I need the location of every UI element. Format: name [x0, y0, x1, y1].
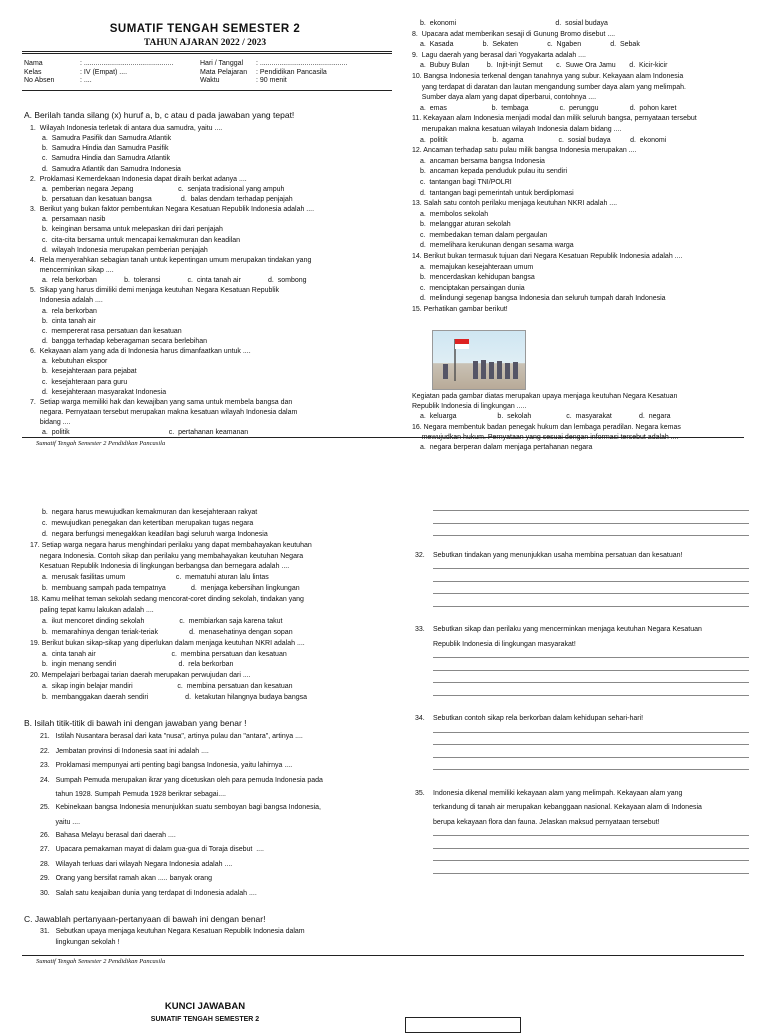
answer-option: d. wilayah Indonesia merupakan pemberian penjajah: [42, 246, 208, 254]
question-text: 3. Berikut yang bukan faktor pembentukan Negara Kesatuan Republik Indonesia adalah ....: [30, 206, 315, 214]
essay-number: 32.: [415, 551, 425, 559]
page2-footer: Sumatif Tengah Semester 2 Pendidikan Pancasila: [36, 958, 166, 965]
question-31: [40, 928, 400, 950]
answer-option: a. negara berperan dalam menjaga pertahanan negara: [420, 443, 593, 451]
question-text: [412, 434, 757, 444]
answer-option: d. negara berfungsi menegakkan keadilan bagi seluruh warga Indonesia: [42, 530, 268, 538]
question-text: bidang ....: [30, 419, 71, 427]
answer-option: a. Bubuy Bulan b. Injit-injit Semut c. Suwe Ora Jamu d. Kicir-kicir: [420, 62, 668, 70]
label-waktu: Waktu: [200, 77, 220, 85]
questions-32-35: [415, 510, 755, 840]
answer-line[interactable]: [433, 835, 749, 836]
question-text: 6. Kekayaan alam yang ada di Indonesia harus dimanfaatkan untuk ....: [30, 348, 251, 356]
question-text: 15. Perhatikan gambar berikut!: [412, 306, 508, 314]
answer-option: b. Samudra Hindia dan Samudra Pasifik: [42, 145, 169, 153]
question-text: Kegiatan pada gambar diatas merupakan upaya menjaga keutuhan Negara Kesatuan: [412, 393, 678, 400]
question-text: 17. Setiap warga negara harus menghindari perilaku yang dapat membahayakan keutuhan: [30, 541, 312, 549]
answer-option: b. cinta tanah air: [42, 317, 96, 325]
essay-question: Indonesia dikenal memiliki kekayaan alam yang melimpah. Kekayaan alam yang: [433, 789, 683, 797]
answer-line[interactable]: [433, 732, 749, 733]
question-text: 11. Kekayaan alam Indonesia menjadi modal dan milik seluruh bangsa, pernyataan tersebut: [412, 115, 697, 123]
question-text: 12. Ancaman terhadap satu pulau milik bangsa Indonesia merupakan ....: [412, 147, 637, 155]
answer-line[interactable]: [433, 848, 749, 849]
section-c-instruction: C. Jawablah pertanyaan-pertanyaan di bawah ini dengan benar!: [24, 914, 266, 924]
answer-option: d. bangga terhadap keberagaman secara berlebihan: [42, 337, 208, 345]
essay-question: 30. Salah satu keajaiban dunia yang terdapat di Indonesia adalah ....: [40, 889, 257, 897]
essay-question: 22. Jembatan provinsi di Indonesia saat ini adalah ....: [40, 747, 209, 755]
section-a-instruction: A. Berilah tanda silang (x) huruf a, b, c atau d pada jawaban yang tepat!: [24, 110, 295, 120]
question-text: 2. Proklamasi Kemerdekaan Indonesia dapat diraih berkat adanya ....: [30, 175, 247, 183]
question-text: 18. Kamu melihat teman sekolah sedang mencorat-coret dinding sekolah, tindakan yang: [30, 596, 304, 604]
answer-line[interactable]: [433, 523, 749, 524]
essay-question: 24. Sumpah Pemuda merupakan ikrar yang dicetuskan oleh para pemuda Indonesia pada: [40, 776, 323, 784]
answer-option: a. merusak fasilitas umum c. mematuhi aturan lalu lintas: [42, 574, 269, 582]
question-text: 8. Upacara adat memberikan sesaji di Gunung Bromo disebut ....: [412, 30, 616, 38]
answer-option: d. Samudra Atlantik dan Samudra Indonesia: [42, 165, 181, 173]
question-text: 10. Bangsa Indonesia terkenal dengan tanahnya yang subur. Kekayaan alam Indonesia: [412, 72, 684, 80]
questions-16-20: [30, 509, 400, 705]
answer-key-box: [405, 1017, 521, 1033]
answer-option: b. membanggakan daerah sendiri d. ketakutan hilangnya budaya bangsa: [42, 694, 308, 702]
answer-option: a. pemberian negara Jepang c. senjata tradisional yang ampuh: [42, 185, 285, 193]
answer-option: a. persamaan nasib: [42, 216, 106, 224]
essay-question: 31. Sebutkan upaya menjaga keutuhan Negara Kesatuan Republik Indonesia dalam: [40, 928, 305, 935]
answer-line[interactable]: [433, 581, 749, 582]
label-no-absen: No Absen: [24, 77, 55, 85]
answer-option: a. cinta tanah air c. membina persatuan dan kesatuan: [42, 650, 287, 658]
essay-question: berupa kekayaan flora dan fauna. Jelaskan maksud pernyataan tersebut!: [433, 818, 660, 826]
label-hari: Hari / Tanggal: [200, 60, 244, 67]
answer-option: d. kesejahteraan masyarakat Indonesia: [42, 388, 167, 396]
answer-option: b. memarahinya dengan teriak-teriak d. menasehatinya dengan sopan: [42, 628, 293, 636]
answer-option: a. Kasada b. Sekaten c. Ngaben d. Sebak: [420, 41, 640, 49]
answer-option: c. cita-cita bersama untuk mencapai kemakmuran dan keadilan: [42, 236, 241, 244]
essay-question: 25. Kebinekaan bangsa Indonesia menunjukkan suatu semboyan bagi bangsa Indonesia,: [40, 804, 321, 811]
essay-question: 28. Wilayah terluas dari wilayah Negara Indonesia adalah ....: [40, 860, 233, 868]
question-text: 20. Mempelajari berbagai tarian daerah merupakan perwujudan dari ....: [30, 672, 251, 680]
answer-option: b. ekonomi d. sosial budaya: [420, 20, 608, 27]
questions-21-30: [40, 733, 400, 904]
answer-option: d. tantangan bagi pemerintah untuk berdiplomasi: [420, 189, 574, 197]
essay-question: 29. Orang yang bersifat ramah akan ..... banyak orang: [40, 875, 212, 882]
answer-option: b. negara harus mewujudkan kemakmuran dan kesejahteraan rakyat: [42, 509, 258, 516]
essay-number: 35.: [415, 789, 425, 797]
flag-ceremony-illustration: [433, 331, 525, 389]
answer-option: a. membolos sekolah: [420, 210, 489, 218]
essay-question: terkandung di tanah air merupakan kebanggaan nasional. Kekayaan alam di Indonesia: [433, 804, 702, 811]
value-mapel: : Pendidikan Pancasila: [256, 68, 327, 76]
answer-option: a. rela berkorban: [42, 307, 97, 315]
question-text: mencerminkan sikap ....: [30, 266, 114, 274]
essay-question: lingkungan sekolah !: [40, 939, 120, 946]
label-mapel: Mata Pelajaran: [200, 68, 248, 76]
question-text: 19. Berikut bukan sikap-sikap yang diperlukan dalam menjaga keutuhan NKRI adalah ....: [30, 639, 305, 647]
answer-option: b. melanggar aturan sekolah: [420, 221, 511, 229]
question-text: 16. Negara membentuk badan penegak hukum dan lembaga peradilan. Negara kemas: [412, 423, 681, 431]
answer-line[interactable]: [433, 682, 749, 683]
answer-option: b. membuang sampah pada tempatnya d. menjaga kebersihan lingkungan: [42, 585, 300, 593]
answer-option: b. keinginan bersama untuk melepaskan diri dari penjajah: [42, 226, 223, 234]
answer-line[interactable]: [433, 606, 749, 607]
question-text: 9. Lagu daerah yang berasal dari Yogyakarta adalah ....: [412, 51, 586, 59]
answer-option: c. mempererat rasa persatuan dan kesatuan: [42, 327, 182, 335]
value-hari[interactable]: : .............................................: [256, 60, 348, 67]
page2-footer-rule: [22, 955, 744, 956]
value-no-absen[interactable]: : ....: [80, 77, 92, 85]
answer-option: a. ancaman bersama bangsa Indonesia: [420, 157, 545, 165]
essay-question: yaitu ....: [40, 818, 81, 826]
answer-line[interactable]: [433, 670, 749, 671]
answer-line[interactable]: [433, 873, 749, 874]
question-text: paling tepat kamu lakukan adalah ....: [30, 607, 154, 615]
answer-line[interactable]: [433, 860, 749, 861]
value-nama[interactable]: : ..............................................: [80, 60, 174, 67]
question-text: 14. Berikut bukan termasuk tujuan dari Negara Kesatuan Republik Indonesia adalah ....: [412, 253, 683, 261]
essay-question: 26. Bahasa Melayu berasal dari daerah ....: [40, 831, 176, 839]
question-text: Republik Indonesia di lingkungan .....: [412, 403, 527, 411]
answer-option: a. rela berkorban b. toleransi c. cinta tanah air d. sombong: [42, 277, 307, 285]
answer-key-title: KUNCI JAWABAN: [164, 1001, 246, 1012]
essay-question: Republik Indonesia di lingkungan masyarakat!: [433, 640, 576, 648]
answer-option: a. emas b. tembaga c. perunggu d. pohon karet: [420, 104, 677, 112]
answer-option: a. memajukan kesejahteraan umum: [420, 263, 534, 271]
answer-option: a. ikut mencoret dinding sekolah c. membiarkan saja karena takut: [42, 617, 283, 625]
question-text: merupakan makna kesatuan wilayah Indonesia dalam bidang ....: [412, 125, 622, 133]
essay-question: tahun 1928. Sumpah Pemuda 1928 berikrar sebagai....: [40, 791, 227, 798]
answer-line[interactable]: [433, 568, 749, 569]
question-text: yang terdapat di daratan dan lautan mengandung sumber daya alam yang melimpah.: [412, 83, 686, 91]
questions-15-16: [412, 393, 757, 454]
question-text: negara. Pernyataan tersebut merupakan makna kesatuan wilayah Indonesia dalam: [30, 408, 298, 416]
question-text: 4. Rela menyerahkan sebagian tanah untuk kepentingan umum merupakan tindakan yang: [30, 256, 312, 264]
answer-line[interactable]: [433, 510, 749, 511]
question-text: 5. Sikap yang harus dimiliki demi menjaga keutuhan Negara Kesatuan Republik: [30, 287, 280, 295]
essay-question: Sebutkan sikap dan perilaku yang mencerminkan menjaga keutuhan Negara Kesatuan: [433, 626, 702, 633]
question-text: Indonesia adalah ....: [30, 297, 103, 305]
answer-option: b. ancaman kepada penduduk pulau itu sendiri: [420, 168, 568, 176]
header-rule-2: [22, 53, 392, 54]
answer-line[interactable]: [433, 535, 749, 536]
answer-option: b. mencerdaskan kehidupan bangsa: [420, 274, 535, 282]
answer-option: c. mewujudkan penegakan dan ketertiban merupakan tugas negara: [42, 519, 254, 527]
question-text: Sumber daya alam yang dapat diperbarui, contohnya ....: [412, 94, 597, 102]
question-text: 1. Wilayah Indonesia terletak di antara dua samudra, yaitu ....: [30, 125, 223, 132]
answer-option: a. sikap ingin belajar mandiri c. membina persatuan dan kesatuan: [42, 683, 293, 691]
essay-question: 23. Proklamasi mempunyai arti penting bagi bangsa Indonesia, yaitu lahirnya ....: [40, 762, 293, 769]
answer-option: a. keluarga b. sekolah c. masyarakat d. negara: [420, 413, 671, 421]
identity-right: [200, 60, 347, 86]
questions-1-7: [30, 125, 400, 439]
answer-option: c. Samudra Hindia dan Samudra Atlantik: [42, 155, 171, 163]
answer-line[interactable]: [433, 695, 749, 696]
identity-rule: [22, 90, 392, 91]
essay-question: 21. Istilah Nusantara berasal dari kata "nusa", artinya pulau dan "antara", artinya ....: [40, 733, 303, 740]
label-kelas: Kelas: [24, 68, 42, 76]
header-rule: [22, 51, 392, 52]
essay-number: 33.: [415, 626, 425, 633]
essay-number: 34.: [415, 715, 425, 722]
answer-option: d. melindungi segenap bangsa Indonesia dan seluruh tumpah darah Indonesia: [420, 295, 666, 303]
questions-8-15: [412, 20, 757, 317]
page1-footer: Sumatif Tengah Semester 2 Pendidikan Pancasila: [36, 440, 166, 447]
answer-option: a. politik b. agama c. sosial budaya d. ekonomi: [420, 136, 667, 144]
answer-line[interactable]: [433, 757, 749, 758]
answer-option: b. kesejahteraan para pejabat: [42, 368, 137, 376]
question-text: 13. Salah satu contoh perilaku menjaga keutuhan NKRI adalah ....: [412, 200, 618, 208]
answer-line[interactable]: [433, 657, 749, 658]
essay-question: Sebutkan contoh sikap rela berkorban dalam kehidupan sehari-hari!: [433, 715, 644, 722]
school-year: TAHUN AJARAN 2022 / 2023: [143, 38, 267, 48]
answer-option: c. membedakan teman dalam pergaulan: [420, 231, 548, 239]
section-b-instruction: B. Isilah titik-titik di bawah ini dengan jawaban yang benar !: [24, 718, 247, 728]
answer-option: b. persatuan dan kesatuan bangsa d. balas dendam terhadap penjajah: [42, 195, 293, 203]
value-kelas: : IV (Empat) ....: [80, 68, 128, 76]
question-text: Kesatuan Republik Indonesia di lingkungan berbangsa dan bernegara adalah ....: [30, 563, 290, 571]
page1-footer-rule: [22, 437, 744, 438]
page-title: SUMATIF TENGAH SEMESTER 2: [109, 23, 301, 35]
essay-question: Sebutkan tindakan yang menunjukkan usaha membina persatuan dan kesatuan!: [433, 551, 683, 559]
essay-question: 27. Upacara pemakaman mayat di dalam gua-gua di Toraja disebut ....: [40, 846, 264, 853]
question-text: negara Indonesia. Contoh sikap dan perilaku yang membahayakan keutuhan Negara: [30, 552, 304, 560]
answer-key-subtitle: SUMATIF TENGAH SEMESTER 2: [150, 1016, 260, 1023]
answer-line[interactable]: [433, 744, 749, 745]
label-nama: Nama: [24, 60, 43, 67]
answer-option: a. Samudra Pasifik dan Samudra Atlantik: [42, 135, 172, 143]
value-waktu: : 90 menit: [256, 77, 287, 85]
answer-line[interactable]: [433, 769, 749, 770]
flag-ceremony-image: [432, 330, 526, 390]
answer-option: c. tantangan bagi TNI/POLRI: [420, 178, 512, 186]
answer-line[interactable]: [433, 593, 749, 594]
answer-option: d. memelihara kerukunan dengan sesama warga: [420, 242, 574, 250]
answer-option: c. menciptakan persaingan dunia: [420, 284, 525, 292]
question-text: 7. Setiap warga memiliki hak dan kewajiban yang sama untuk membela bangsa dan: [30, 398, 293, 406]
answer-option: a. politik c. pertahanan keamanan: [42, 429, 249, 437]
identity-left: [24, 60, 173, 86]
answer-option: a. kebutuhan ekspor: [42, 358, 108, 366]
answer-option: c. kesejahteraan para guru: [42, 378, 128, 386]
answer-option: b. ingin menang sendiri d. rela berkorban: [42, 661, 234, 669]
